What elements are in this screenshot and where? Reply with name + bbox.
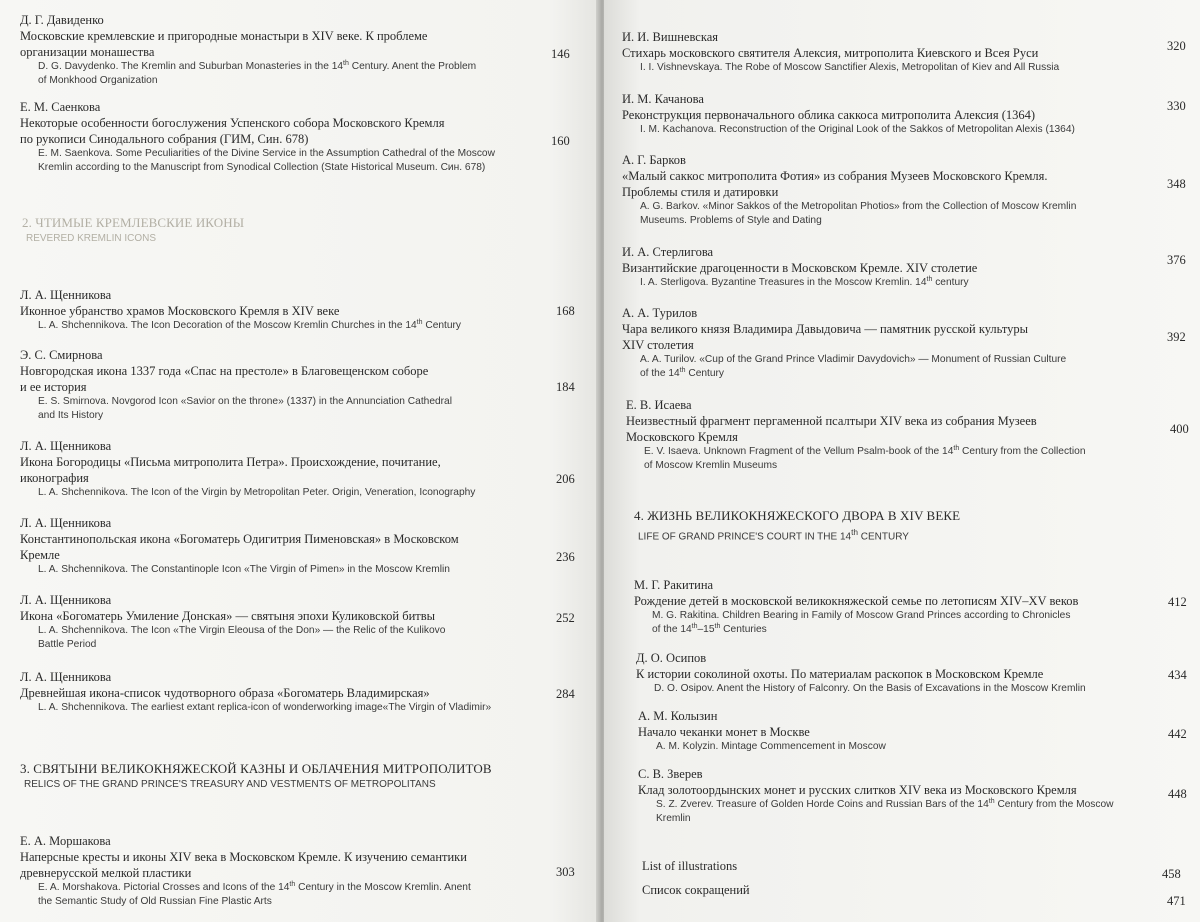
toc-entry [20,592,540,652]
entry-english-line: and Its History [38,410,104,421]
entry-page-number: 448 [1168,787,1187,801]
entry-title-line: Московского Кремля [626,430,738,444]
entry-page-number: 392 [1167,330,1186,344]
entry-english-line: E. M. Saenkova. Some Peculiarities of the Divine Service in the Assumption Cathedral of the Moscow [38,148,495,159]
entry-page-number: 442 [1168,727,1187,741]
entry-english-line: I. M. Kachanova. Reconstruction of the Original Look of the Sakkos of Metropolitan Alexis (1364) [640,124,1075,135]
entry-author: А. А. Турилов [622,306,698,320]
entry-english-line: of Moscow Kremlin Museums [644,460,778,471]
toc-entry [622,244,1142,290]
entry-page-number: 206 [556,472,575,486]
entry-title-line: Московские кремлевские и пригородные монастыри в XIV веке. К проблеме [20,29,428,43]
section-title-en: REVERED KREMLIN ICONS [26,233,157,244]
entry-title-line: Чара великого князя Владимира Давыдовича — памятник русской культуры [622,322,1029,336]
entry-page-number: 160 [551,134,570,148]
entry-english-line: Kremlin [656,813,691,824]
entry-title-line: Рождение детей в московской великокняжеской семье по летописям XIV–XV веков [634,594,1079,608]
entry-title-line: Проблемы стиля и датировки [622,185,779,199]
entry-page-number: 320 [1167,39,1186,53]
entry-page-number: 303 [556,865,575,879]
section-title-ru: 3. СВЯТЫНИ ВЕЛИКОКНЯЖЕСКОЙ КАЗНЫ И ОБЛАЧЕНИЯ МИТРОПОЛИТОВ [20,761,492,776]
entry-english-line: E. A. Morshakova. Pictorial Crosses and Icons of the 14th Century in the Moscow Kremlin. Anent [38,881,471,893]
toc-entry [20,347,540,423]
entry-english-line: S. Z. Zverev. Treasure of Golden Horde Coins and Russian Bars of the 14th Century from the Moscow [656,798,1114,810]
toc-entry [20,515,540,577]
back-matter-entry [642,882,750,898]
entry-page-number: 252 [556,611,575,625]
entry-title-line: Клад золотоордынских монет и русских слитков XIV века из Московского Кремля [638,783,1077,797]
entry-english-line: L. A. Shchennikova. The Icon Decoration of the Moscow Kremlin Churches in the 14th Century [38,319,462,331]
entry-title-line: иконография [20,471,89,485]
entry-title-line: Иконное убранство храмов Московского Кремля в XIV веке [20,304,340,318]
entry-page-number: 348 [1167,177,1186,191]
toc-entry [20,99,540,175]
entry-english-line: the Semantic Study of Old Russian Fine Plastic Arts [38,896,272,907]
section-title-en: LIFE OF GRAND PRINCE'S COURT IN THE 14th CENTURY [638,527,909,543]
toc-entry [638,766,1158,826]
back-matter-page-number: 471 [1167,894,1186,908]
entry-author: Л. А. Щенникова [20,288,112,302]
entry-title-line: Реконструкция первоначального облика саккоса митрополита Алексия (1364) [622,108,1036,122]
entry-author: Л. А. Щенникова [20,439,112,453]
entry-author: А. М. Колызин [638,709,718,723]
entry-author: Е. А. Моршакова [20,834,111,848]
entry-author: И. И. Вишневская [622,30,719,44]
back-matter-label: List of illustrations [642,859,738,873]
toc-entry [20,287,540,333]
entry-title-line: по рукописи Синодального собрания (ГИМ, Син. 678) [20,132,309,146]
entry-page-number: 330 [1167,99,1186,113]
section-title-en: RELICS OF THE GRAND PRINCE'S TREASURY AND VESTMENTS OF METROPOLITANS [24,779,436,790]
entry-english-line: of Monkhood Organization [38,75,158,86]
entry-title-line: Константинопольская икона «Богоматерь Одигитрия Пименовская» в Московском [20,532,459,546]
entry-author: И. М. Качанова [622,92,704,106]
entry-author: М. Г. Ракитина [634,578,714,592]
back-matter-page-number: 458 [1162,867,1181,881]
entry-title-line: организации монашества [20,45,155,59]
toc-entry [20,833,550,909]
entry-english-line: L. A. Shchennikova. The Icon of the Virgin by Metropolitan Peter. Origin, Veneration, Iconography [38,487,476,498]
entry-english-line: L. A. Shchennikova. The earliest extant replica-icon of wonderworking image«The Virgin of Vladimir» [38,702,492,713]
section-heading [634,507,960,544]
entry-english-line: A. G. Barkov. «Minor Sakkos of the Metropolitan Photios» from the Collection of Moscow Kremlin [640,201,1077,212]
entry-title-line: Начало чеканки монет в Москве [638,725,810,739]
toc-entry [622,91,1142,137]
entry-english-line: I. I. Vishnevskaya. The Robe of Moscow Sanctifier Alexis, Metropolitan of Kiev and All Russia [640,62,1060,73]
right-page [604,0,1200,922]
entry-title-line: Кремле [20,548,60,562]
entry-page-number: 146 [551,47,570,61]
toc-entry [636,650,1156,696]
entry-english-line: Kremlin according to the Manuscript from Synodical Collection (State Historical Museum. Син. 678) [38,162,486,173]
toc-entry [622,29,1142,75]
toc-entry [622,305,1142,381]
entry-author: Д. О. Осипов [636,651,707,665]
section-heading [22,214,244,246]
entry-title-line: Наперсные кресты и иконы XIV века в Московском Кремле. К изучению семантики [20,850,467,864]
entry-title-line: К истории соколиной охоты. По материалам раскопок в Московском Кремле [636,667,1044,681]
toc-entry [634,577,1154,637]
entry-english-line: D. O. Osipov. Anent the History of Falconry. On the Basis of Excavations in the Moscow Kremlin [654,683,1086,694]
entry-title-line: Икона «Богоматерь Умиление Донская» — святыня эпохи Куликовской битвы [20,609,436,623]
entry-title-line: Некоторые особенности богослужения Успенского собора Московского Кремля [20,116,445,130]
entry-title-line: Византийские драгоценности в Московском Кремле. XIV столетие [622,261,978,275]
toc-entry [20,669,560,715]
entry-author: Э. С. Смирнова [20,348,103,362]
entry-author: Л. А. Щенникова [20,670,112,684]
entry-page-number: 284 [556,687,575,701]
entry-page-number: 400 [1170,422,1189,436]
entry-page-number: 412 [1168,595,1187,609]
entry-title-line: Новгородская икона 1337 года «Спас на престоле» в Благовещенском соборе [20,364,429,378]
back-matter-label: Список сокращений [642,883,750,897]
entry-author: Е. М. Саенкова [20,100,101,114]
entry-english-line: Battle Period [38,639,97,650]
entry-english-line: E. V. Isaeva. Unknown Fragment of the Vellum Psalm-book of the 14th Century from the Collection [644,445,1086,457]
toc-entry [638,708,1158,754]
entry-title-line: Неизвестный фрагмент пергаменной псалтыри XIV века из собрания Музеев [626,414,1037,428]
entry-english-line: E. S. Smirnova. Novgorod Icon «Savior on the throne» (1337) in the Annunciation Cathedral [38,396,452,407]
entry-title-line: древнерусской мелкой пластики [20,866,192,880]
entry-english-line: Museums. Problems of Style and Dating [640,215,822,226]
entry-english-line: M. G. Rakitina. Children Bearing in Family of Moscow Grand Princes according to Chronicles [652,610,1071,621]
entry-author: Е. В. Исаева [626,398,692,412]
entry-page-number: 434 [1168,668,1187,682]
entry-title-line: Стихарь московского святителя Алексия, митрополита Киевского и Всея Руси [622,46,1039,60]
entry-author: А. Г. Барков [622,153,686,167]
toc-entry [622,152,1142,228]
entry-page-number: 168 [556,304,575,318]
entry-english-line: D. G. Davydenko. The Kremlin and Suburban Monasteries in the 14th Century. Anent the Problem [38,60,477,72]
entry-title-line: «Малый саккос митрополита Фотия» из собрания Музеев Московского Кремля. [622,169,1048,183]
section-title-ru: 4. ЖИЗНЬ ВЕЛИКОКНЯЖЕСКОГО ДВОРА В XIV ВЕКЕ [634,508,961,523]
entry-page-number: 236 [556,550,575,564]
entry-english-line: A. A. Turilov. «Cup of the Grand Prince Vladimir Davydovich» — Monument of Russian Culture [640,354,1067,365]
entry-english-line: A. M. Kolyzin. Mintage Commencement in Moscow [656,741,886,752]
entry-title-line: Древнейшая икона-список чудотворного образа «Богоматерь Владимирская» [20,686,430,700]
toc-entry [626,397,1146,473]
entry-author: И. А. Стерлигова [622,245,714,259]
back-matter-entry [642,858,737,874]
entry-author: Д. Г. Давиденко [20,13,104,27]
entry-page-number: 376 [1167,253,1186,267]
entry-author: Л. А. Щенникова [20,516,112,530]
entry-author: С. В. Зверев [638,767,703,781]
section-title-ru: 2. ЧТИМЫЕ КРЕМЛЕВСКИЕ ИКОНЫ [22,215,245,230]
toc-entry [20,12,540,88]
entry-english-line: of the 14th–15th Centuries [652,623,767,635]
entry-author: Л. А. Щенникова [20,593,112,607]
entry-english-line: I. A. Sterligova. Byzantine Treasures in the Moscow Kremlin. 14th century [640,276,969,288]
toc-entry [20,438,540,500]
entry-title-line: XIV столетия [622,338,694,352]
entry-page-number: 184 [556,380,575,394]
entry-title-line: Икона Богородицы «Письма митрополита Петра». Происхождение, почитание, [20,455,441,469]
entry-english-line: of the 14th Century [640,367,725,379]
entry-title-line: и ее история [20,380,87,394]
section-heading [20,760,492,792]
entry-english-line: L. A. Shchennikova. The Icon «The Virgin Eleousa of the Don» — the Relic of the Kulikovo [38,625,446,636]
entry-english-line: L. A. Shchennikova. The Constantinople Icon «The Virgin of Pimen» in the Moscow Kremlin [38,564,450,575]
